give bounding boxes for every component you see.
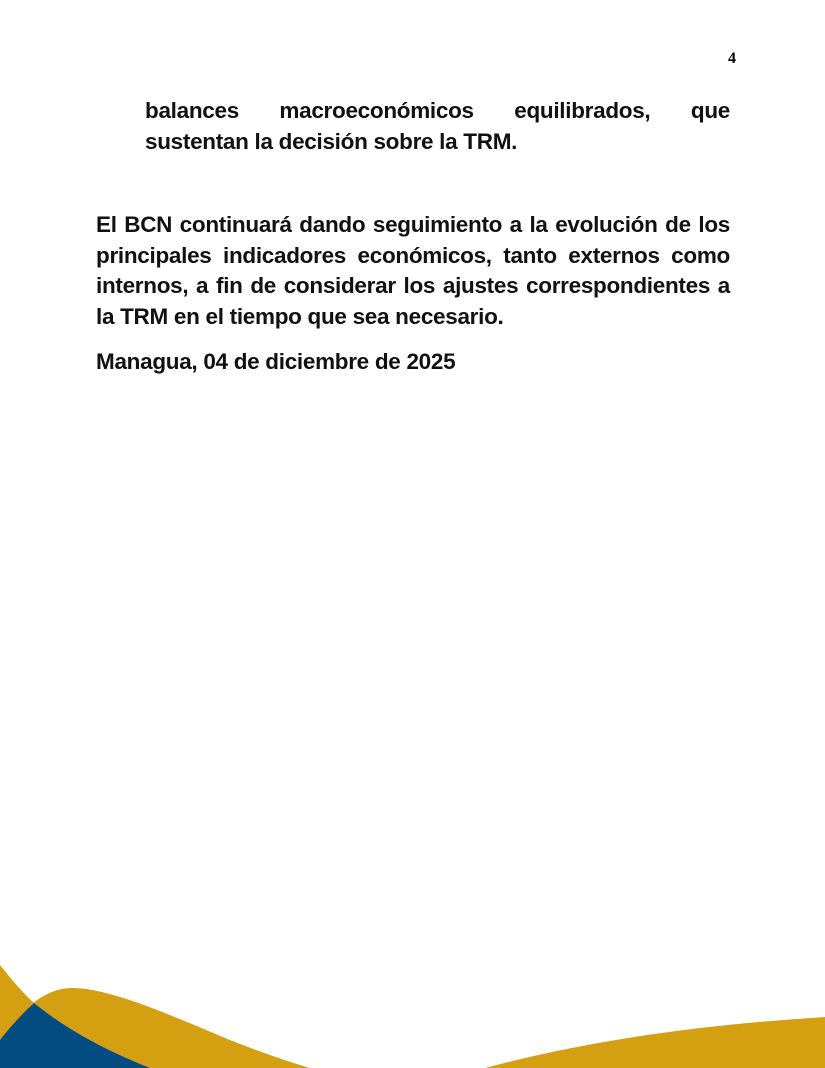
date-line: Managua, 04 de diciembre de 2025 [96, 349, 456, 374]
paragraph-main: El BCN continuará dando seguimiento a la evolución de los principales indicadores económicos, tanto externos como internos, a fin de considerar los ajustes correspondientes a la TRM en el tiempo que sea necesario. [96, 212, 730, 329]
footer-wave-decoration [0, 958, 825, 1068]
page-number: 4 [728, 50, 736, 67]
paragraph-continuation: balances macroeconómicos equilibrados, que sustentan la decisión sobre la TRM. [145, 98, 730, 154]
